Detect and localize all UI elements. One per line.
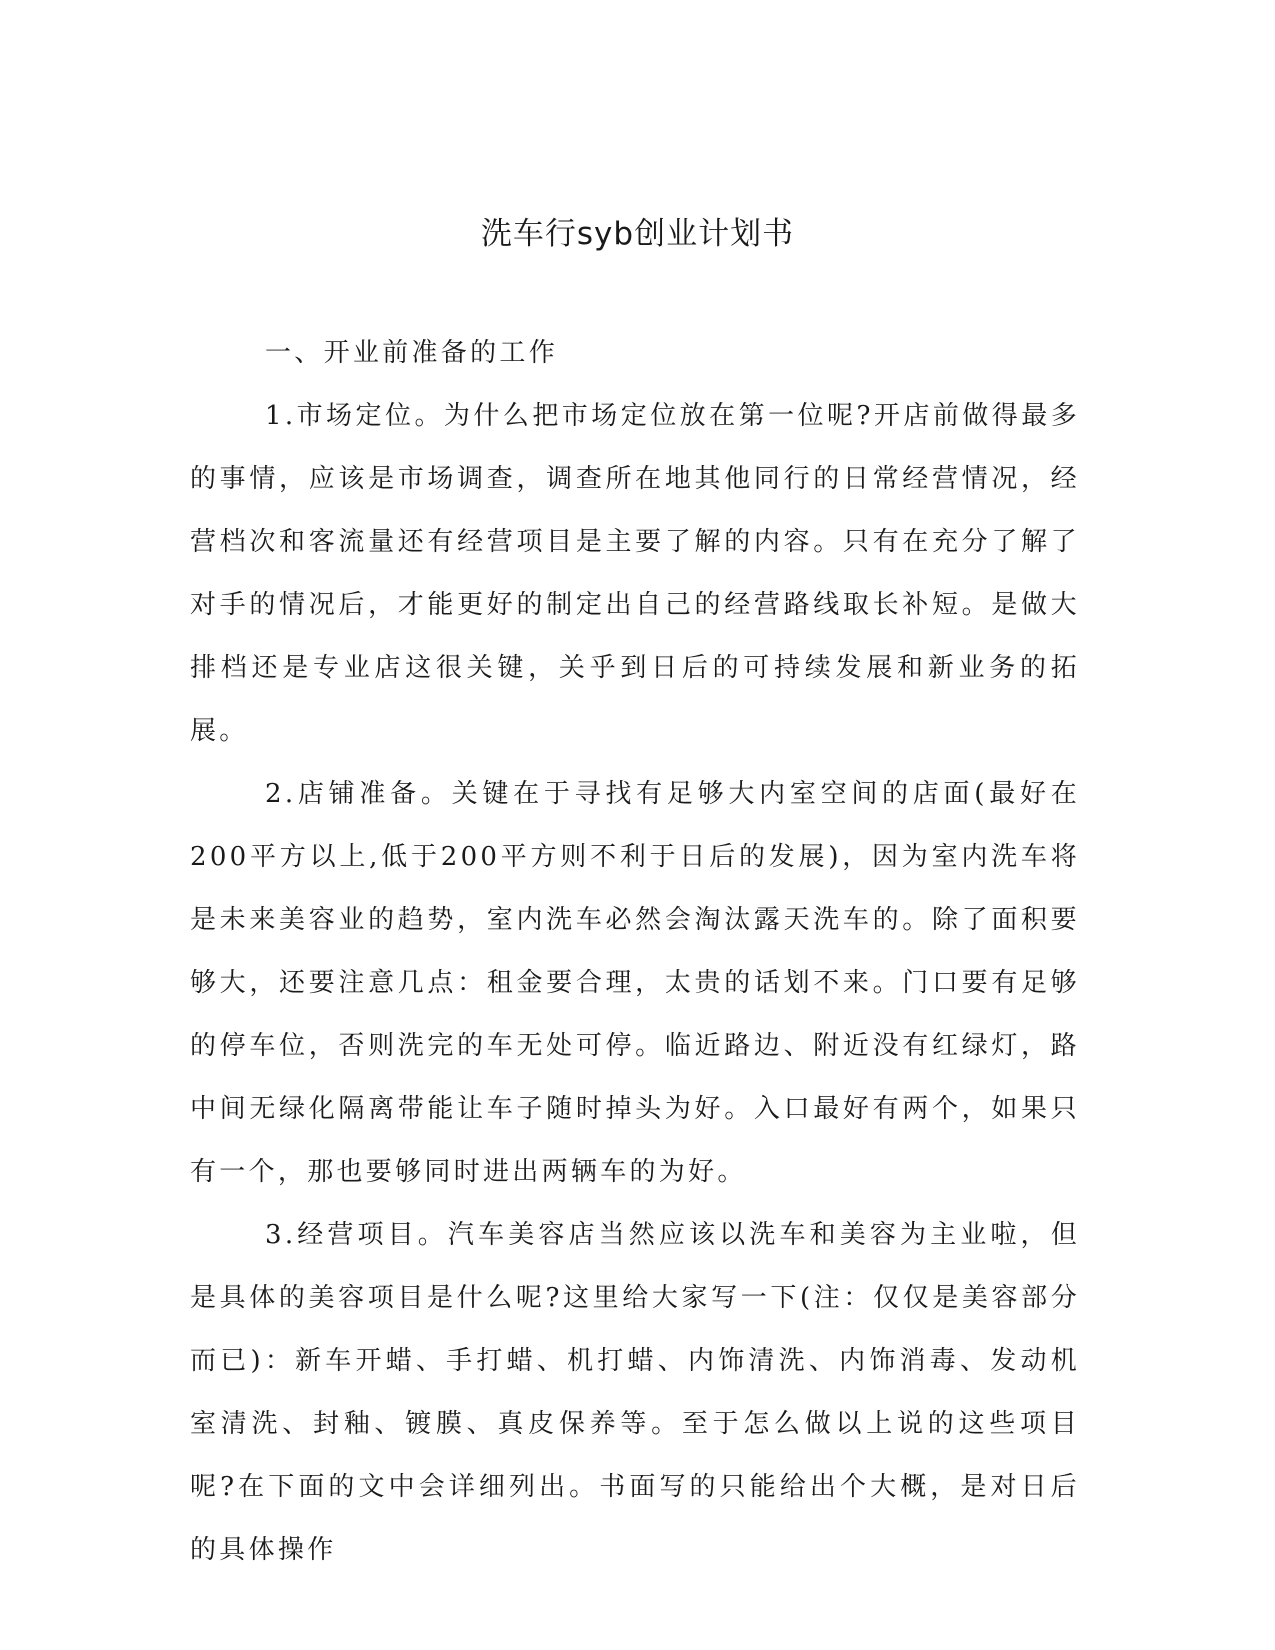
paragraph-market-positioning: 1.市场定位。为什么把市场定位放在第一位呢?开店前做得最多的事情，应该是市场调查，调查所在地其他同行的日常经营情况，经营档次和客流量还有经营项目是主要了解的内容。只有在充分了解了对手的情况后，才能更好的制定出自己的经营路线取长补短。是做大排档还是专业店这很关键，关乎到日后的可持续发展和新业务的拓展。	[190, 401, 1080, 746]
document-title: 洗车行syb创业计划书	[480, 216, 795, 252]
paragraph-business-items: 3.经营项目。汽车美容店当然应该以洗车和美容为主业啦，但是具体的美容项目是什么呢?这里给大家写一下(注：仅仅是美容部分而已)：新车开蜡、手打蜡、机打蜡、内饰清洗、内饰消毒、发动机室清洗、封釉、镀膜、真皮保养等。至于怎么做以上说的这些项目呢?在下面的文中会详细列出。书面写的只能给出个大概，是对日后的具体操作	[190, 1220, 1080, 1565]
section-heading: 一、开业前准备的工作	[265, 338, 559, 368]
paragraph-store-preparation: 2.店铺准备。关键在于寻找有足够大内室空间的店面(最好在200平方以上,低于200平方则不利于日后的发展)，因为室内洗车将是未来美容业的趋势，室内洗车必然会淘汰露天洗车的。除了面积要够大，还要注意几点：租金要合理，太贵的话划不来。门口要有足够的停车位，否则洗完的车无处可停。临近路边、附近没有红绿灯，路中间无绿化隔离带能让车子随时掉头为好。入口最好有两个，如果只有一个，那也要够同时进出两辆车的为好。	[190, 779, 1080, 1187]
document-body	[190, 322, 1080, 1582]
